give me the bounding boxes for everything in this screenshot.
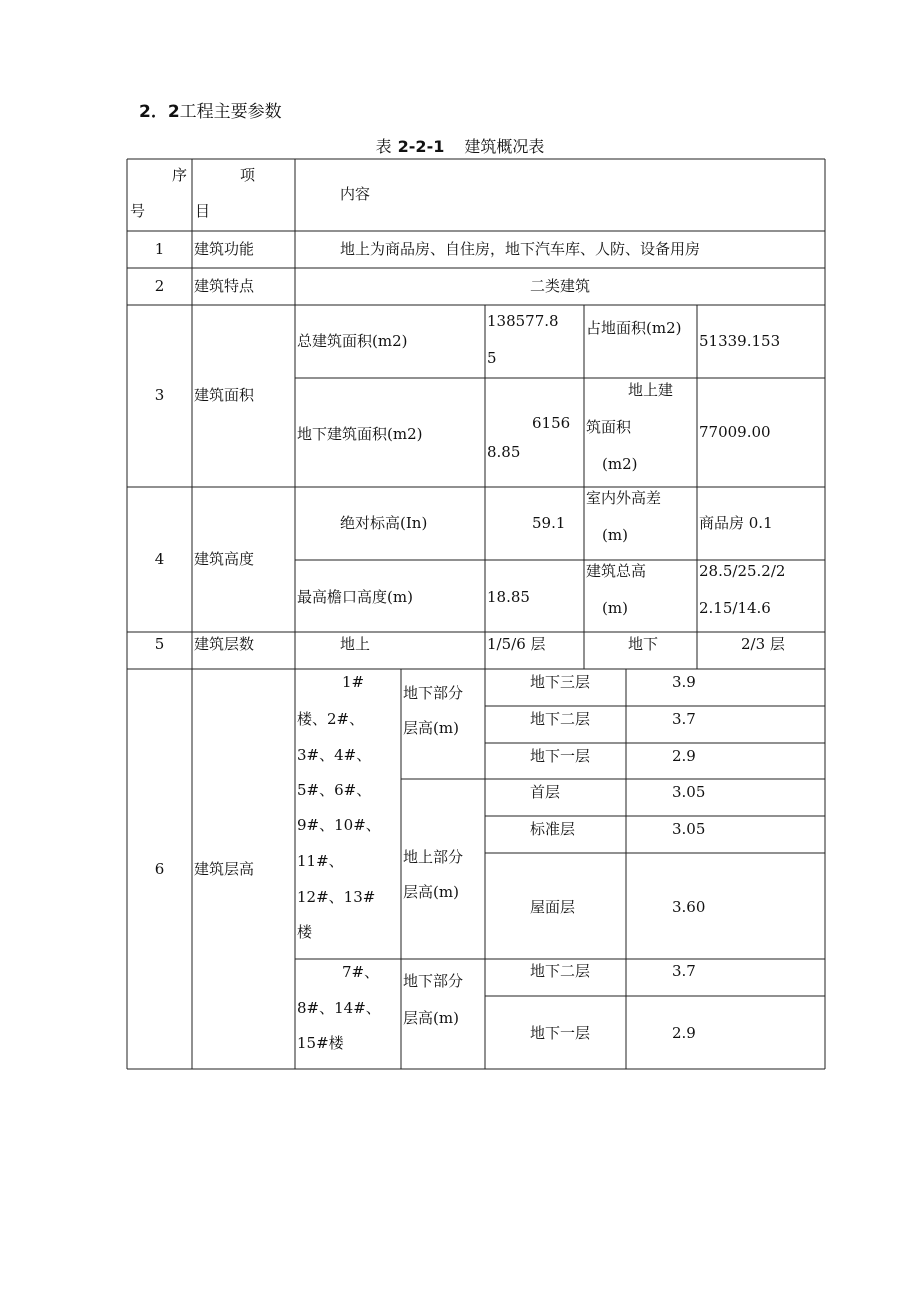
row6-g1-floor-height: 3.60	[672, 898, 706, 916]
row6-g1-floor-name: 地下二层	[530, 710, 591, 728]
row3-above-area-label-2: 筑面积	[586, 418, 632, 436]
row4-total-height-label-2: (m)	[602, 599, 628, 617]
row3-underground-area-value-1: 6156	[532, 414, 571, 432]
row1-content: 地上为商品房、自住房，地下汽车库、人防、设备用房	[340, 240, 701, 258]
row6-no: 6	[154, 860, 165, 878]
row5-below-label: 地下	[628, 635, 659, 653]
row4-indoor-diff-label-2: (m)	[602, 526, 628, 544]
row4-total-height-label-1: 建筑总高	[586, 562, 647, 580]
header-item-top: 项	[240, 166, 256, 184]
row6-g1-floor-name: 地下一层	[530, 747, 591, 765]
row4-eave-height-value: 18.85	[487, 588, 530, 606]
row2-no: 2	[154, 277, 165, 295]
row6-group1-line: 3#、4#、	[297, 746, 372, 764]
row4-total-height-value-2: 2.15/14.6	[699, 599, 771, 617]
header-content: 内容	[340, 185, 371, 203]
row6-g1-floor-height: 2.9	[672, 747, 696, 765]
row6-group2-line: 15#楼	[297, 1034, 344, 1052]
row6-group2-line: 7#、	[342, 963, 380, 981]
row3-underground-area-label: 地下建筑面积(m2)	[297, 425, 423, 443]
row4-indoor-diff-value: 商品房 0.1	[699, 514, 773, 532]
row6-g1-floor-height: 3.05	[672, 820, 706, 838]
row5-above-value: 1/5/6 层	[487, 635, 546, 653]
row6-g2-floor-name: 地下二层	[530, 962, 591, 980]
row6-g1-above-label-1: 地上部分	[403, 848, 464, 866]
caption-title: 建筑概况表	[464, 137, 545, 156]
row6-g1-under-label-2: 层高(m)	[403, 719, 459, 737]
row5-above-label: 地上	[340, 635, 371, 653]
row3-total-area-value-2: 5	[487, 349, 497, 367]
row3-item: 建筑面积	[194, 386, 255, 404]
row4-abs-elev-label: 绝对标高(In)	[340, 514, 428, 532]
row1-no: 1	[154, 240, 165, 258]
row3-no: 3	[154, 386, 165, 404]
row6-group1-line: 11#、	[297, 852, 344, 870]
row6-g2-under-label-2: 层高(m)	[403, 1009, 459, 1027]
row6-g1-floor-name: 标准层	[530, 820, 576, 838]
row3-total-area-label: 总建筑面积(m2)	[297, 332, 408, 350]
row6-g1-floor-name: 屋面层	[530, 898, 576, 916]
row3-underground-area-value-2: 8.85	[487, 443, 521, 461]
row6-group1-line: 5#、6#、	[297, 781, 372, 799]
header-seq-top: 序	[172, 166, 188, 184]
caption-prefix: 表	[375, 137, 392, 156]
row3-above-area-label-1: 地上建	[628, 381, 674, 399]
row6-group2-line: 8#、14#、	[297, 999, 381, 1017]
row4-item: 建筑高度	[194, 550, 255, 568]
row2-item: 建筑特点	[194, 277, 255, 295]
row2-content: 二类建筑	[529, 277, 590, 295]
row6-g2-floor-height: 3.7	[672, 962, 696, 980]
row4-abs-elev-value: 59.1	[532, 514, 566, 532]
row6-g1-above-label-2: 层高(m)	[403, 883, 459, 901]
caption-number: 2-2-1	[397, 137, 445, 156]
row4-indoor-diff-label-1: 室内外高差	[586, 489, 662, 507]
row6-group1-line: 12#、13#	[297, 888, 376, 906]
row3-above-area-value: 77009.00	[699, 423, 771, 441]
row5-item: 建筑层数	[194, 635, 255, 653]
row6-g2-floor-name: 地下一层	[530, 1024, 591, 1042]
row6-g2-under-label-1: 地下部分	[403, 972, 464, 990]
section-number: 2．2	[139, 102, 180, 122]
row6-g1-under-label-1: 地下部分	[403, 684, 464, 702]
row3-land-area-value: 51339.153	[699, 332, 781, 350]
row6-g1-floor-name: 地下三层	[530, 673, 591, 691]
row6-g1-floor-name: 首层	[530, 783, 561, 801]
row6-g1-floor-height: 3.9	[672, 673, 696, 691]
row6-group1-line: 楼	[297, 923, 313, 941]
section-title: 工程主要参数	[179, 102, 282, 122]
row5-no: 5	[154, 635, 165, 653]
row6-group1-line: 楼、2#、	[297, 710, 365, 728]
row6-item: 建筑层高	[194, 860, 255, 878]
row4-no: 4	[154, 550, 165, 568]
row3-total-area-value-1: 138577.8	[487, 312, 559, 330]
header-item-bottom: 目	[195, 202, 211, 220]
row4-total-height-value-1: 28.5/25.2/2	[699, 562, 786, 580]
row3-above-area-label-3: (m2)	[602, 455, 638, 473]
row6-g1-floor-height: 3.05	[672, 783, 706, 801]
row6-g1-floor-height: 3.7	[672, 710, 696, 728]
row6-group1-line: 9#、10#、	[297, 816, 381, 834]
header-seq-bottom: 号	[130, 202, 146, 220]
row6-group1-line: 1#	[342, 673, 365, 691]
row3-land-area-label: 占地面积(m2)	[586, 319, 682, 337]
row4-eave-height-label: 最高檐口高度(m)	[297, 588, 413, 606]
row1-item: 建筑功能	[194, 240, 255, 258]
row6-g2-floor-height: 2.9	[672, 1024, 696, 1042]
row5-below-value: 2/3 层	[741, 635, 785, 653]
